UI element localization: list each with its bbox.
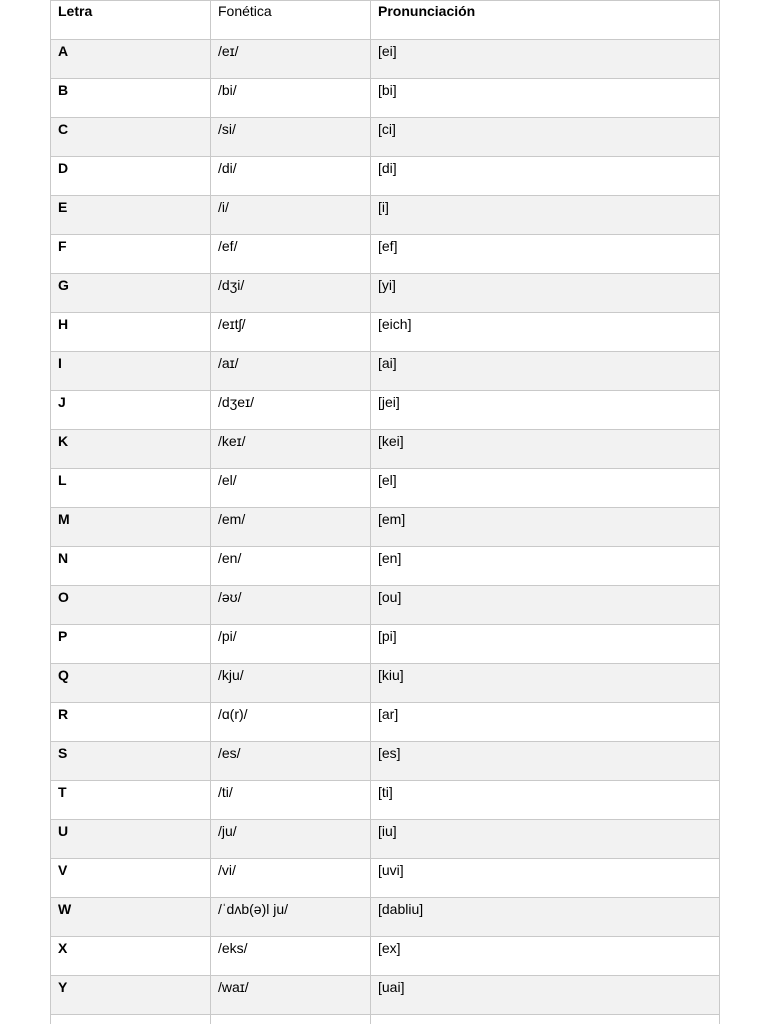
table-row <box>51 274 720 313</box>
pronunciation-cell: [ei] <box>371 40 720 79</box>
phonetic-cell: /eɪ/ <box>211 40 371 79</box>
letter-cell: D <box>51 157 211 196</box>
letter-cell: M <box>51 508 211 547</box>
header-pronunciation: Pronunciación <box>371 1 720 40</box>
pronunciation-cell: [ar] <box>371 703 720 742</box>
pronunciation-cell: [el] <box>371 469 720 508</box>
phonetic-cell: /ef/ <box>211 235 371 274</box>
table-row <box>51 118 720 157</box>
letter-cell: R <box>51 703 211 742</box>
table-header-row <box>51 1 720 40</box>
phonetic-cell: /si/ <box>211 118 371 157</box>
phonetic-cell: /em/ <box>211 508 371 547</box>
pronunciation-cell: [ou] <box>371 586 720 625</box>
letter-cell: L <box>51 469 211 508</box>
pronunciation-cell: [kiu] <box>371 664 720 703</box>
pronunciation-cell: [iu] <box>371 820 720 859</box>
table-row <box>51 976 720 1015</box>
phonetic-cell: /vi/ <box>211 859 371 898</box>
phonetic-cell <box>211 1015 371 1024</box>
pronunciation-cell: [di] <box>371 157 720 196</box>
pronunciation-cell: [pi] <box>371 625 720 664</box>
pronunciation-cell: [ti] <box>371 781 720 820</box>
phonetic-cell: /di/ <box>211 157 371 196</box>
pronunciation-cell: [uvi] <box>371 859 720 898</box>
letter-cell: E <box>51 196 211 235</box>
letter-cell: O <box>51 586 211 625</box>
table-row <box>51 391 720 430</box>
table-row <box>51 79 720 118</box>
table-row <box>51 313 720 352</box>
phonetic-cell: /el/ <box>211 469 371 508</box>
pronunciation-cell: [yi] <box>371 274 720 313</box>
table-row <box>51 196 720 235</box>
table-row <box>51 898 720 937</box>
pronunciation-cell: [es] <box>371 742 720 781</box>
table-row <box>51 664 720 703</box>
phonetic-cell: /ˈdʌb(ə)l ju/ <box>211 898 371 937</box>
phonetic-cell: /keɪ/ <box>211 430 371 469</box>
letter-cell: A <box>51 40 211 79</box>
letter-cell: B <box>51 79 211 118</box>
table-row <box>51 40 720 79</box>
letter-cell: V <box>51 859 211 898</box>
pronunciation-cell: [kei] <box>371 430 720 469</box>
pronunciation-cell: [en] <box>371 547 720 586</box>
table-row <box>51 586 720 625</box>
phonetic-cell: /əʊ/ <box>211 586 371 625</box>
phonetic-cell: /ju/ <box>211 820 371 859</box>
letter-cell: P <box>51 625 211 664</box>
phonetic-cell: /i/ <box>211 196 371 235</box>
phonetic-cell: /en/ <box>211 547 371 586</box>
table-row <box>51 937 720 976</box>
letter-cell: X <box>51 937 211 976</box>
phonetic-cell: /ti/ <box>211 781 371 820</box>
letter-cell: J <box>51 391 211 430</box>
pronunciation-cell: [em] <box>371 508 720 547</box>
letter-cell <box>51 1015 211 1024</box>
table-row <box>51 625 720 664</box>
phonetic-cell: /aɪ/ <box>211 352 371 391</box>
header-letter: Letra <box>51 1 211 40</box>
table-row <box>51 1015 720 1024</box>
phonetic-cell: /bi/ <box>211 79 371 118</box>
pronunciation-cell: [jei] <box>371 391 720 430</box>
phonetic-cell: /es/ <box>211 742 371 781</box>
letter-cell: I <box>51 352 211 391</box>
header-phonetic: Fonética <box>211 1 371 40</box>
pronunciation-cell: [ai] <box>371 352 720 391</box>
table-row <box>51 820 720 859</box>
pronunciation-cell: [bi] <box>371 79 720 118</box>
table-row <box>51 781 720 820</box>
table-row <box>51 547 720 586</box>
alphabet-pronunciation-table <box>50 0 720 1024</box>
letter-cell: Y <box>51 976 211 1015</box>
pronunciation-cell: [eich] <box>371 313 720 352</box>
letter-cell: U <box>51 820 211 859</box>
pronunciation-cell <box>371 1015 720 1024</box>
phonetic-cell: /waɪ/ <box>211 976 371 1015</box>
letter-cell: H <box>51 313 211 352</box>
letter-cell: F <box>51 235 211 274</box>
phonetic-cell: /pi/ <box>211 625 371 664</box>
letter-cell: S <box>51 742 211 781</box>
phonetic-cell: /dʒi/ <box>211 274 371 313</box>
letter-cell: G <box>51 274 211 313</box>
phonetic-cell: /ɑ(r)/ <box>211 703 371 742</box>
phonetic-cell: /kju/ <box>211 664 371 703</box>
table-row <box>51 508 720 547</box>
letter-cell: K <box>51 430 211 469</box>
letter-cell: W <box>51 898 211 937</box>
pronunciation-cell: [i] <box>371 196 720 235</box>
pronunciation-cell: [ef] <box>371 235 720 274</box>
table-row <box>51 703 720 742</box>
letter-cell: N <box>51 547 211 586</box>
table-row <box>51 430 720 469</box>
table-row <box>51 859 720 898</box>
table-body <box>51 40 720 1024</box>
phonetic-cell: /eɪtʃ/ <box>211 313 371 352</box>
pronunciation-cell: [ex] <box>371 937 720 976</box>
pronunciation-cell: [ci] <box>371 118 720 157</box>
pronunciation-cell: [dabliu] <box>371 898 720 937</box>
table-row <box>51 157 720 196</box>
table-row <box>51 742 720 781</box>
pronunciation-cell: [uai] <box>371 976 720 1015</box>
letter-cell: T <box>51 781 211 820</box>
table-row <box>51 235 720 274</box>
phonetic-cell: /dʒeɪ/ <box>211 391 371 430</box>
letter-cell: Q <box>51 664 211 703</box>
phonetic-cell: /eks/ <box>211 937 371 976</box>
table-row <box>51 352 720 391</box>
table-row <box>51 469 720 508</box>
letter-cell: C <box>51 118 211 157</box>
